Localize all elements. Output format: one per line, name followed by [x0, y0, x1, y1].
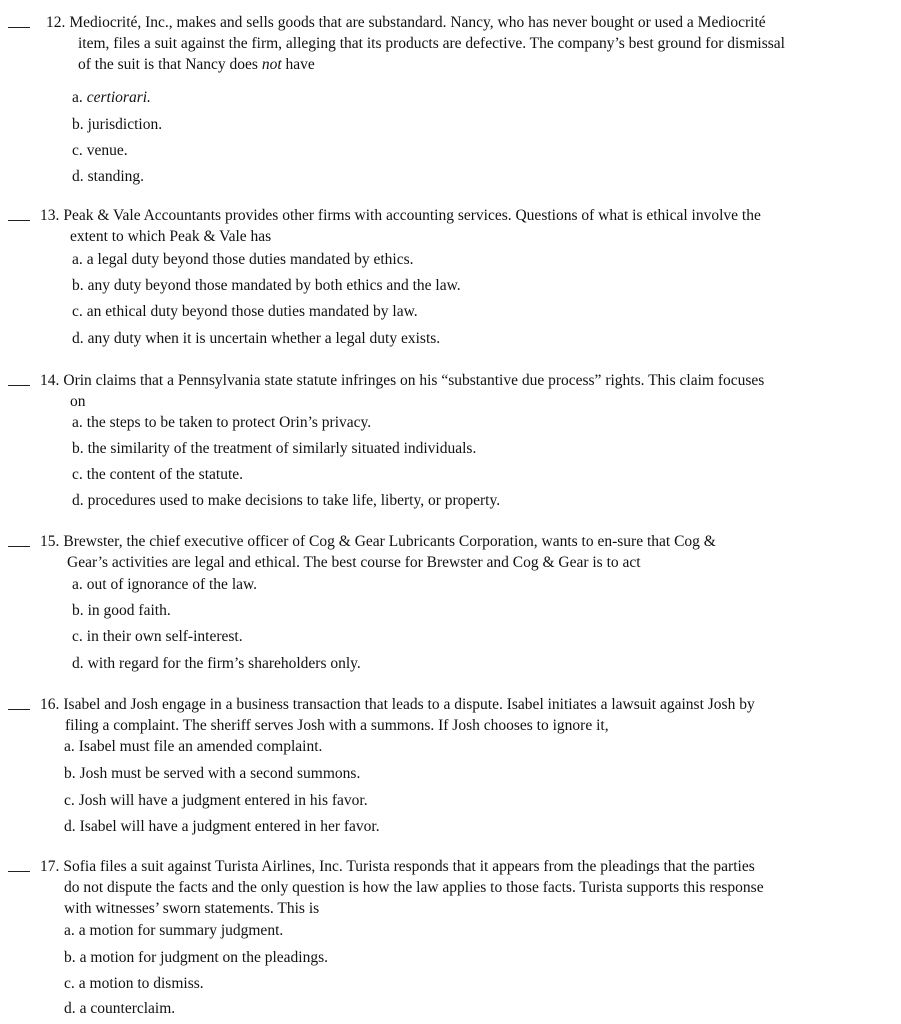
choice-d[interactable]: d. standing. [72, 168, 145, 185]
question-number: 12. [46, 14, 66, 31]
question-number: 13. [40, 207, 60, 224]
question-stem: 13. Peak & Vale Accountants provides other firms with accounting services. Questions of what is ethical involve the extent to which Peak & Vale has [40, 207, 761, 245]
question-stem: 15. Brewster, the chief executive officer of Cog & Gear Lubricants Corporation, wants to en-sure that Cog & Gear’s activities are legal and ethical. The best course for Brewster and Cog & Gear is to act [40, 533, 716, 571]
question-stem: 17. Sofia files a suit against Turista Airlines, Inc. Turista responds that it appears from the pleadings that the parties do not dispute the facts and the only question is how the law applies to those facts. Turista supports this response with witnesses’ sworn statements. This is [40, 858, 764, 917]
emphasis-text: not [261, 56, 282, 73]
choice-b[interactable]: b. jurisdiction. [72, 116, 163, 133]
choice-d[interactable]: d. procedures used to make decisions to take life, liberty, or property. [72, 492, 501, 509]
question-stem: 12. Mediocrité, Inc., makes and sells goods that are substandard. Nancy, who has never bought or used a Mediocrité item, files a suit against the firm, alleging that its products are defective. The company’s best ground for dismissal of the suit is that Nancy does not have [46, 14, 785, 73]
choice-d[interactable]: d. Isabel will have a judgment entered in her favor. [64, 818, 380, 835]
question-stem: 14. Orin claims that a Pennsylvania state statute infringes on his “substantive due process” rights. This claim focuses on [40, 372, 765, 410]
choice-d[interactable]: d. a counterclaim. [64, 1000, 176, 1017]
choice-d[interactable]: d. with regard for the firm’s shareholders only. [72, 655, 361, 672]
choice-a[interactable]: a. a legal duty beyond those duties mandated by ethics. [72, 251, 414, 268]
choice-b[interactable]: b. in good faith. [72, 602, 171, 619]
choice-a[interactable]: a. a motion for summary judgment. [64, 922, 284, 939]
choice-b[interactable]: b. a motion for judgment on the pleadings. [64, 949, 329, 966]
question-number: 16. [40, 696, 60, 713]
choice-b[interactable]: b. the similarity of the treatment of similarly situated individuals. [72, 440, 477, 457]
choice-c[interactable]: c. an ethical duty beyond those duties mandated by law. [72, 303, 418, 320]
choice-c[interactable]: c. the content of the statute. [72, 466, 244, 483]
choice-c[interactable]: c. in their own self-interest. [72, 628, 243, 645]
choice-c[interactable]: c. venue. [72, 142, 128, 159]
choice-c[interactable]: c. a motion to dismiss. [64, 975, 204, 992]
answer-blank[interactable] [8, 27, 30, 28]
choice-b[interactable]: b. Josh must be served with a second summons. [64, 765, 361, 782]
question-number: 15. [40, 533, 60, 550]
answer-blank[interactable] [8, 546, 30, 547]
answer-blank[interactable] [8, 385, 30, 386]
choice-a[interactable]: a. certiorari. [72, 89, 151, 106]
answer-blank[interactable] [8, 220, 30, 221]
answer-blank[interactable] [8, 709, 30, 710]
choice-a[interactable]: a. Isabel must file an amended complaint. [64, 738, 323, 755]
choice-a[interactable]: a. the steps to be taken to protect Orin’s privacy. [72, 414, 372, 431]
question-number: 17. [40, 858, 60, 875]
choice-d[interactable]: d. any duty when it is uncertain whether a legal duty exists. [72, 330, 441, 347]
question-stem: 16. Isabel and Josh engage in a business transaction that leads to a dispute. Isabel initiates a lawsuit against Josh by filing a complaint. The sheriff serves Josh with a summons. If Josh chooses to ignore it, [40, 696, 755, 734]
choice-a[interactable]: a. out of ignorance of the law. [72, 576, 258, 593]
choice-c[interactable]: c. Josh will have a judgment entered in his favor. [64, 792, 368, 809]
question-number: 14. [40, 372, 60, 389]
answer-blank[interactable] [8, 871, 30, 872]
choice-b[interactable]: b. any duty beyond those mandated by both ethics and the law. [72, 277, 461, 294]
